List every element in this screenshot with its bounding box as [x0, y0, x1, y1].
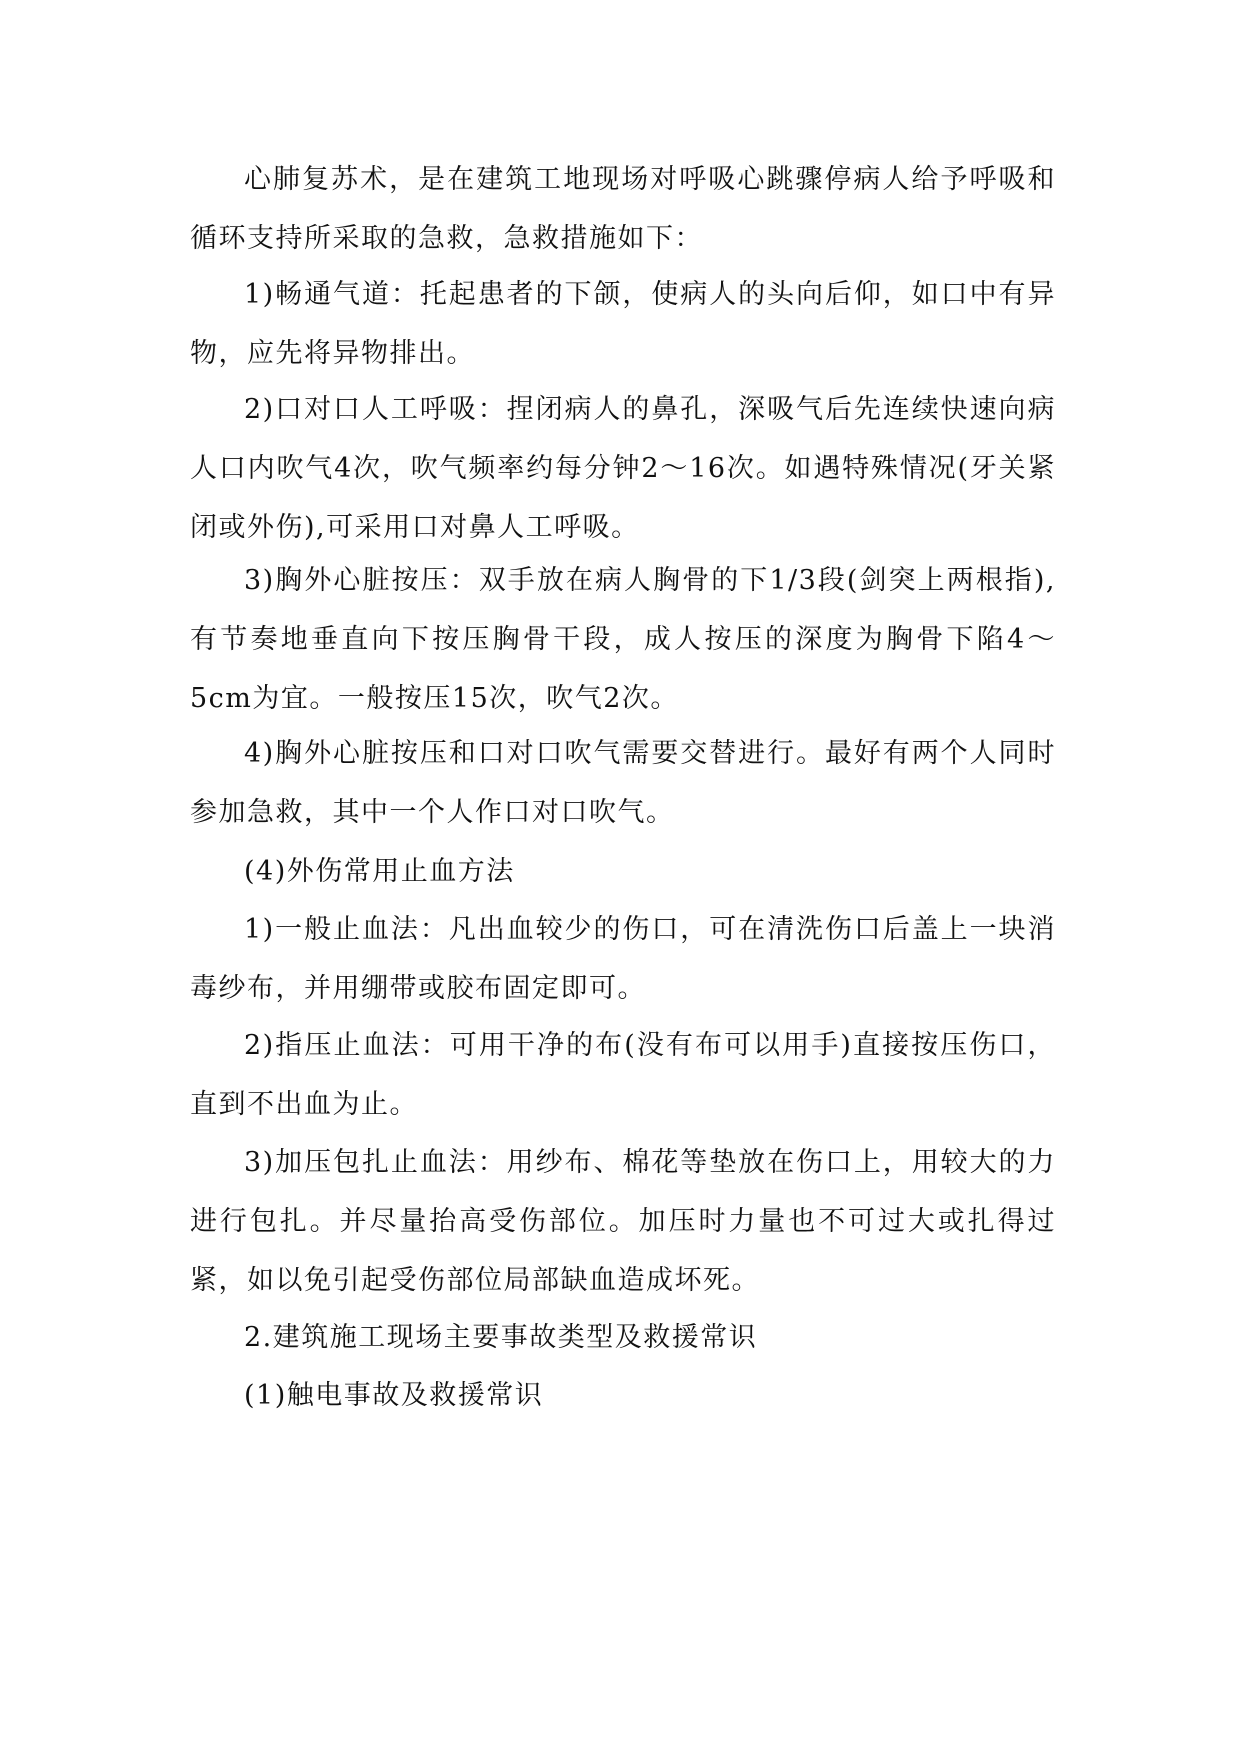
paragraph-chest-compression: 3)胸外心脏按压：双手放在病人胸骨的下1/3段(剑突上两根指),有节奏地垂直向下按压胸骨干段，成人按压的深度为胸骨下陷4～5cm为宜。一般按压15次，吹气2次。: [190, 565, 1056, 714]
heading-electric-shock: (1)触电事故及救援常识: [244, 1380, 544, 1411]
paragraph-pressure-bandage: 3)加压包扎止血法：用纱布、棉花等垫放在伤口上，用较大的力进行包扎。并尽量抬高受伤部位。加压时力量也不可过大或扎得过紧，如以免引起受伤部位局部缺血造成坏死。: [190, 1147, 1056, 1296]
heading-bleeding-control: (4)外伤常用止血方法: [244, 856, 515, 887]
paragraph-general-hemostasis: 1)一般止血法：凡出血较少的伤口，可在清洗伤口后盖上一块消毒纱布，并用绷带或胶布固定即可。: [190, 914, 1056, 1004]
paragraph-finger-pressure: 2)指压止血法：可用干净的布(没有布可以用手)直接按压伤口，直到不出血为止。: [190, 1030, 1056, 1120]
paragraph-mouth-to-mouth: 2)口对口人工呼吸：捏闭病人的鼻孔，深吸气后先连续快速向病人口内吹气4次，吹气频率约每分钟2～16次。如遇特殊情况(牙关紧闭或外伤),可采用口对鼻人工呼吸。: [190, 394, 1056, 543]
heading-accident-types: 2.建筑施工现场主要事故类型及救援常识: [244, 1322, 758, 1353]
document-page: [190, 0, 1056, 1754]
paragraph-cpr-intro: 心肺复苏术，是在建筑工地现场对呼吸心跳骤停病人给予呼吸和循环支持所采取的急救，急救措施如下：: [190, 164, 1056, 254]
paragraph-alternate: 4)胸外心脏按压和口对口吹气需要交替进行。最好有两个人同时参加急救，其中一个人作口对口吹气。: [190, 738, 1056, 828]
paragraph-airway: 1)畅通气道：托起患者的下颌，使病人的头向后仰，如口中有异物，应先将异物排出。: [190, 279, 1056, 369]
